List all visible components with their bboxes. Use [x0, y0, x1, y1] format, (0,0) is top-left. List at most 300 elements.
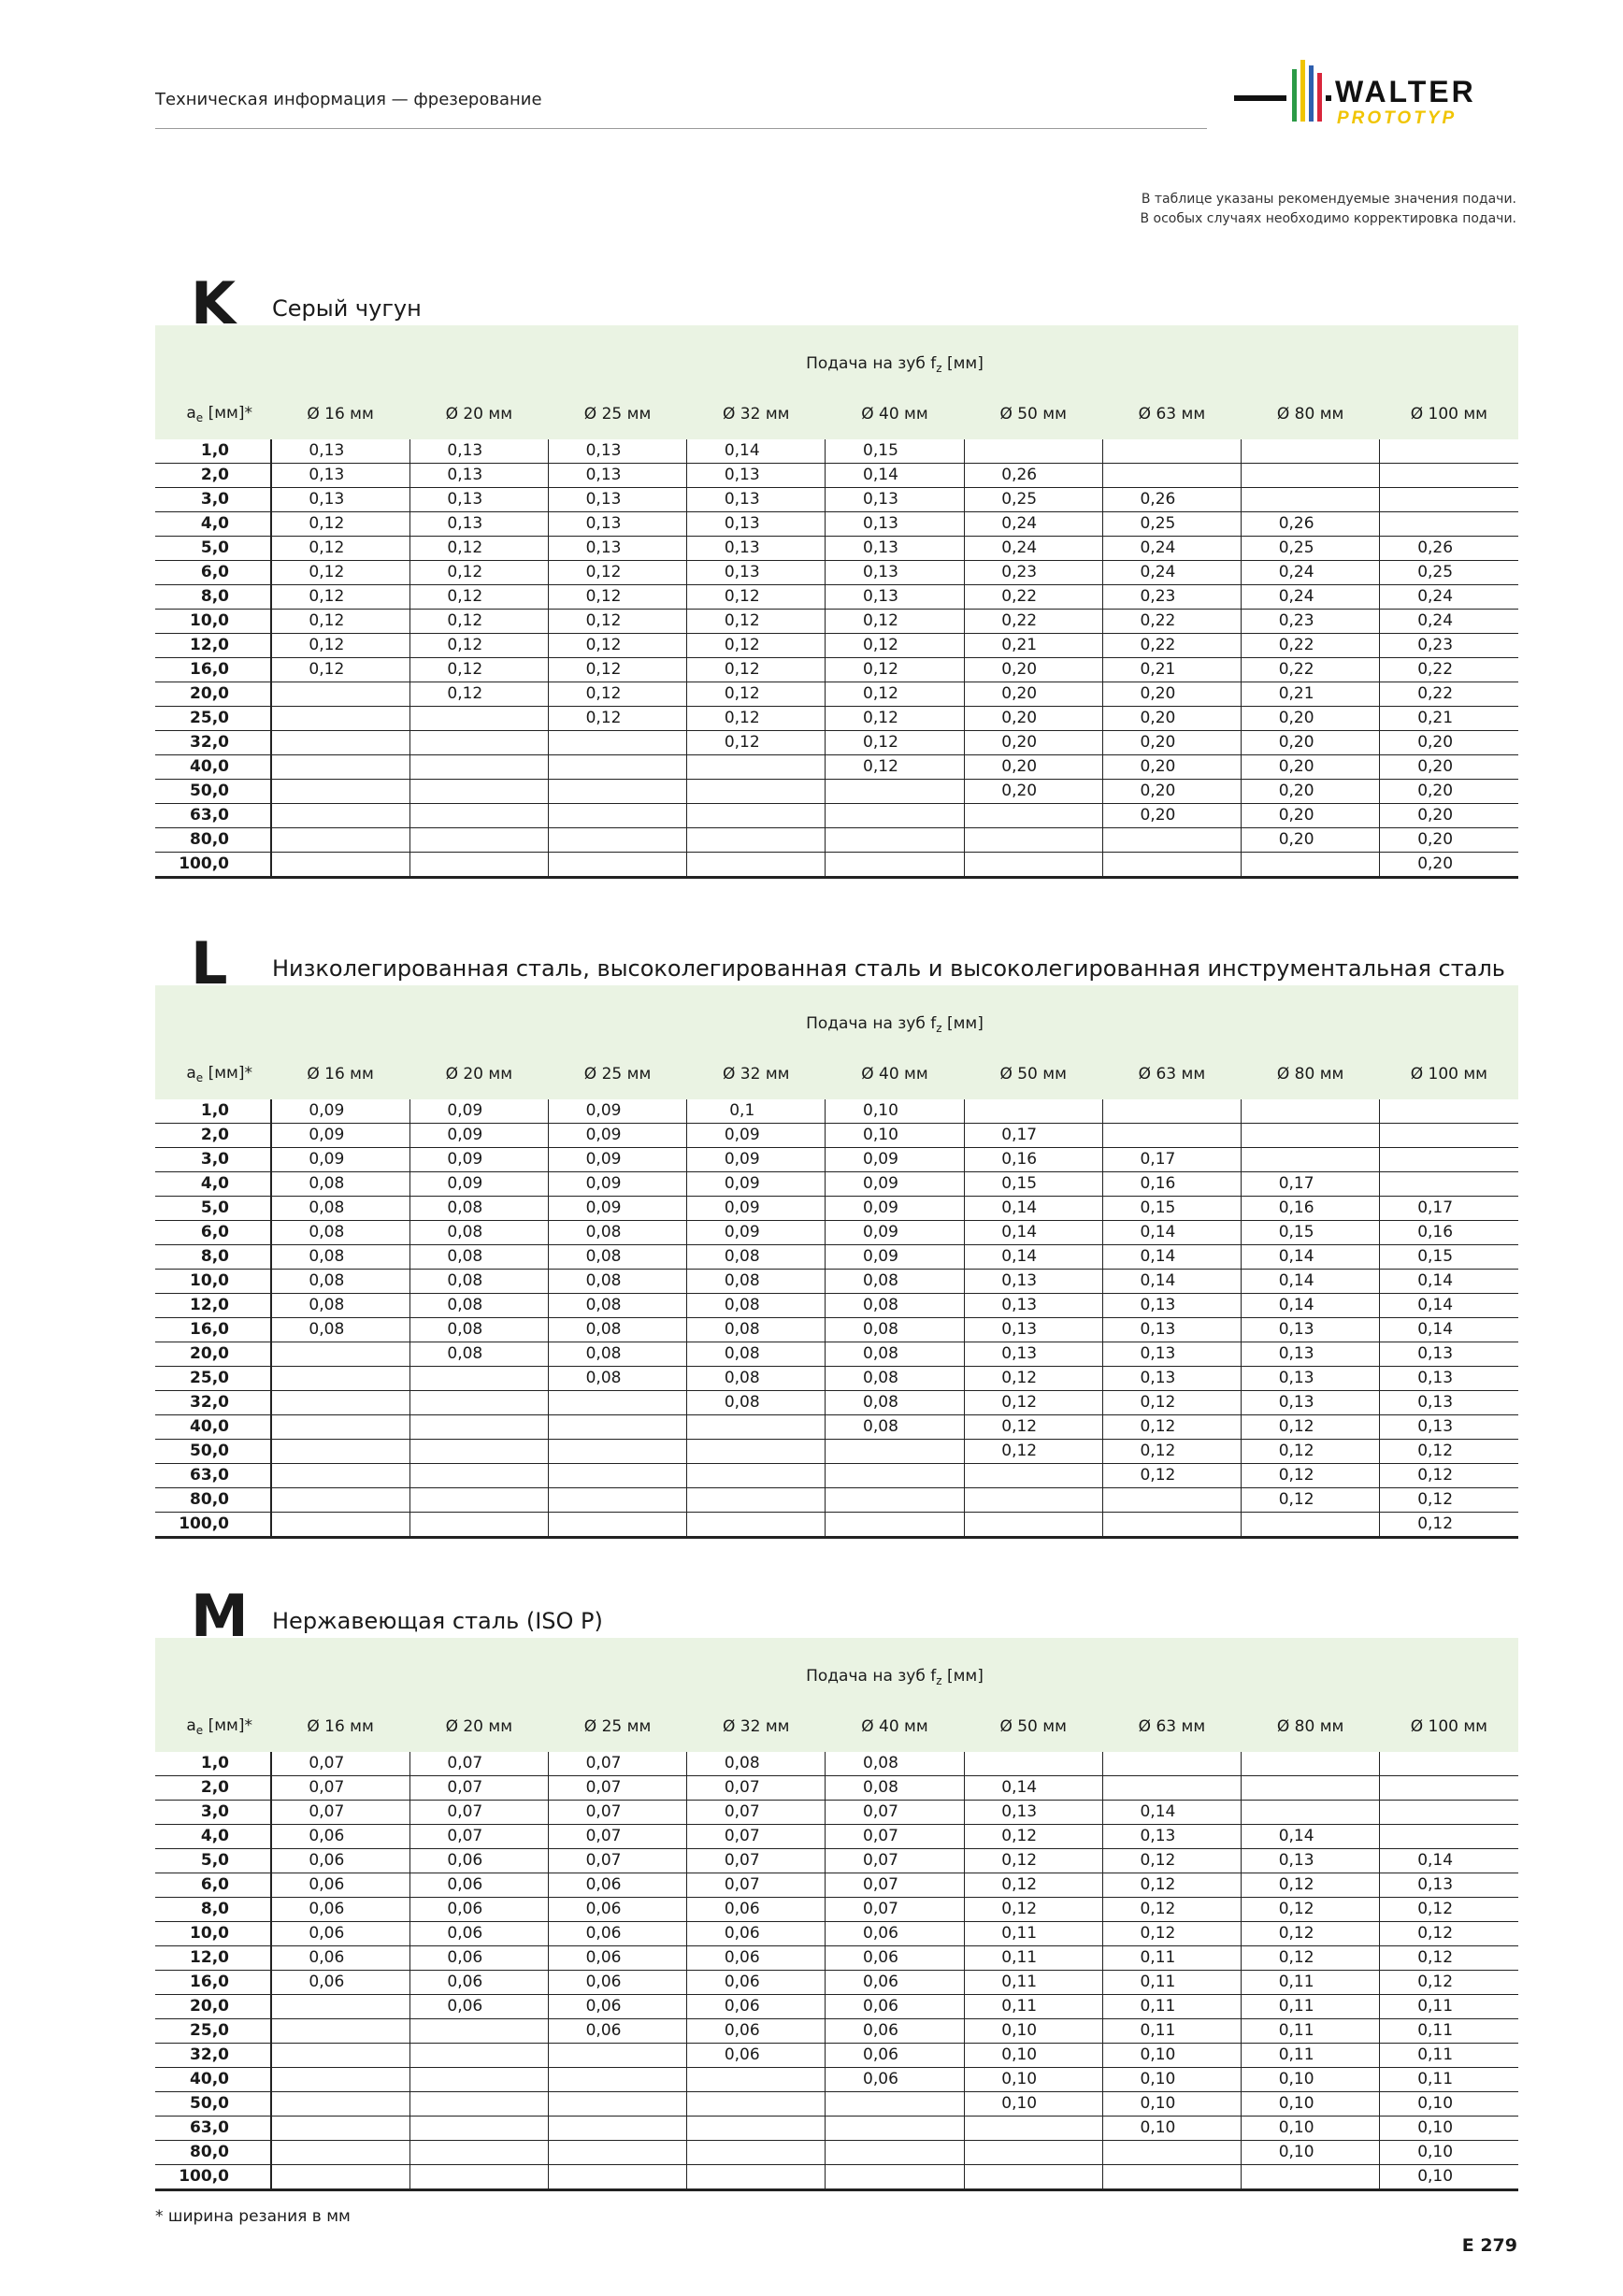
feed-value-cell: 0,10	[826, 1099, 964, 1124]
feed-value-cell: 0,20	[1102, 731, 1241, 755]
feed-value-cell: 0,22	[1102, 610, 1241, 634]
feed-value-cell: 0,12	[548, 610, 686, 634]
feed-value-cell: 0,20	[1242, 780, 1380, 804]
feed-value-cell: 0,13	[1102, 1825, 1241, 1849]
feed-value-cell: 0,13	[1242, 1342, 1380, 1367]
ae-unit: [мм]*	[203, 404, 252, 423]
feed-value-cell: 0,07	[271, 1801, 409, 1825]
feed-value-cell: 0,21	[1380, 707, 1518, 731]
diameter-header: Ø 32 мм	[687, 1049, 826, 1099]
feed-value-cell: 0,07	[548, 1825, 686, 1849]
table-row	[155, 1776, 1518, 1801]
feed-value-cell: 0,08	[826, 1415, 964, 1440]
feed-value-cell	[826, 853, 964, 878]
feed-value-cell: 0,08	[826, 1391, 964, 1415]
ae-label-subscript: e	[195, 411, 204, 424]
feed-value-cell: 0,22	[1380, 658, 1518, 682]
table-row	[155, 537, 1518, 561]
feed-value-cell: 0,17	[1102, 1148, 1241, 1172]
feed-value-cell: 0,13	[826, 488, 964, 512]
feed-value-cell	[271, 755, 409, 780]
feed-value-cell: 0,09	[826, 1197, 964, 1221]
feed-value-cell: 0,13	[964, 1801, 1102, 1825]
feed-value-cell: 0,15	[1102, 1197, 1241, 1221]
feed-value-cell: 0,13	[826, 512, 964, 537]
diameter-header: Ø 100 мм	[1380, 389, 1518, 439]
feed-value-cell: 0,13	[409, 512, 548, 537]
feed-value-cell: 0,09	[409, 1172, 548, 1197]
feed-value-cell: 0,12	[271, 610, 409, 634]
feed-value-cell: 0,13	[409, 464, 548, 488]
diameter-header: Ø 25 мм	[548, 1701, 686, 1752]
feed-value-cell: 0,12	[826, 658, 964, 682]
diameter-header: Ø 80 мм	[1242, 1701, 1380, 1752]
feed-value-cell	[271, 853, 409, 878]
feed-value-cell: 0,14	[1380, 1318, 1518, 1342]
ae-value: 100,0	[155, 2165, 271, 2190]
feed-value-cell	[409, 1464, 548, 1488]
feed-value-cell: 0,13	[409, 439, 548, 464]
feed-value-cell	[409, 755, 548, 780]
feed-value-cell: 0,08	[687, 1270, 826, 1294]
diameter-header: Ø 16 мм	[271, 1701, 409, 1752]
feed-value-cell: 0,12	[826, 731, 964, 755]
table-row	[155, 1464, 1518, 1488]
feed-value-cell: 0,20	[1380, 804, 1518, 828]
feed-label-subscript: z	[936, 362, 942, 375]
feed-value-cell: 0,12	[1242, 1415, 1380, 1440]
feed-value-cell: 0,07	[687, 1849, 826, 1873]
feed-value-cell: 0,07	[826, 1801, 964, 1825]
table-row	[155, 658, 1518, 682]
feed-value-cell: 0,10	[1102, 2092, 1241, 2117]
section-heading	[155, 267, 1518, 337]
feed-value-cell	[271, 2092, 409, 2117]
logo-bar-yellow	[1300, 60, 1305, 122]
feed-value-cell: 0,20	[964, 755, 1102, 780]
feed-value-cell: 0,23	[1102, 585, 1241, 610]
feed-value-cell: 0,22	[1242, 634, 1380, 658]
feed-value-cell: 0,11	[1242, 1995, 1380, 2019]
feed-value-cell	[1102, 1752, 1241, 1776]
feed-value-cell: 0,10	[1102, 2117, 1241, 2141]
feed-value-cell: 0,10	[1102, 2068, 1241, 2092]
ae-value: 32,0	[155, 1391, 271, 1415]
feed-value-cell	[271, 780, 409, 804]
feed-value-cell	[409, 1440, 548, 1464]
feed-value-cell: 0,06	[409, 1849, 548, 1873]
feed-value-cell: 0,12	[687, 658, 826, 682]
feed-value-cell: 0,13	[1102, 1342, 1241, 1367]
feed-value-cell: 0,12	[1242, 1440, 1380, 1464]
feed-value-cell: 0,12	[271, 537, 409, 561]
table-row	[155, 585, 1518, 610]
ae-value: 2,0	[155, 464, 271, 488]
feed-value-cell: 0,16	[1102, 1172, 1241, 1197]
table-row	[155, 1801, 1518, 1825]
feed-value-cell	[409, 853, 548, 878]
material-group-letter: L	[191, 929, 228, 997]
feed-value-cell: 0,24	[1380, 585, 1518, 610]
feed-value-cell	[1380, 488, 1518, 512]
feed-value-cell	[1102, 439, 1241, 464]
feed-value-cell: 0,07	[548, 1776, 686, 1801]
feed-value-cell	[548, 804, 686, 828]
feed-value-cell: 0,06	[271, 1825, 409, 1849]
feed-value-cell: 0,10	[964, 2068, 1102, 2092]
feed-label: Подача на зуб f	[806, 1014, 937, 1033]
feed-value-cell	[687, 1513, 826, 1538]
table-row	[155, 731, 1518, 755]
feed-table	[155, 985, 1518, 1539]
feed-value-cell: 0,07	[826, 1849, 964, 1873]
ae-value: 4,0	[155, 1172, 271, 1197]
feed-value-cell: 0,26	[964, 464, 1102, 488]
feed-value-cell	[409, 1415, 548, 1440]
feed-value-cell	[409, 780, 548, 804]
table-row	[155, 1221, 1518, 1245]
feed-value-cell: 0,20	[1242, 755, 1380, 780]
feed-value-cell: 0,06	[409, 1946, 548, 1971]
ae-value: 10,0	[155, 1922, 271, 1946]
section-k	[155, 267, 1518, 879]
feed-value-cell: 0,23	[1242, 610, 1380, 634]
feed-label-subscript: z	[936, 1022, 942, 1035]
feed-value-cell: 0,13	[1380, 1342, 1518, 1367]
feed-value-cell	[409, 1367, 548, 1391]
feed-value-cell: 0,26	[1102, 488, 1241, 512]
feed-value-cell: 0,14	[964, 1245, 1102, 1270]
table-row	[155, 1318, 1518, 1342]
feed-value-cell	[1102, 1124, 1241, 1148]
feed-value-cell: 0,09	[271, 1124, 409, 1148]
feed-value-cell	[964, 1464, 1102, 1488]
ae-value: 20,0	[155, 1995, 271, 2019]
feed-per-tooth-header	[271, 1638, 1518, 1701]
feed-table	[155, 325, 1518, 879]
feed-value-cell: 0,14	[687, 439, 826, 464]
feed-value-cell	[271, 1415, 409, 1440]
feed-value-cell	[548, 2092, 686, 2117]
feed-value-cell: 0,24	[1242, 585, 1380, 610]
feed-value-cell: 0,17	[1242, 1172, 1380, 1197]
feed-value-cell: 0,06	[687, 1971, 826, 1995]
feed-value-cell: 0,12	[271, 512, 409, 537]
feed-value-cell: 0,12	[826, 707, 964, 731]
feed-label: Подача на зуб f	[806, 1667, 937, 1686]
feed-value-cell: 0,24	[964, 537, 1102, 561]
feed-value-cell	[1242, 1099, 1380, 1124]
ae-label-subscript: e	[195, 1724, 204, 1737]
feed-unit: [мм]	[941, 1667, 984, 1686]
feed-value-cell: 0,15	[964, 1172, 1102, 1197]
feed-value-cell	[964, 1513, 1102, 1538]
feed-value-cell: 0,26	[1242, 512, 1380, 537]
feed-value-cell: 0,07	[548, 1801, 686, 1825]
feed-unit: [мм]	[941, 1014, 984, 1033]
feed-value-cell: 0,14	[1102, 1245, 1241, 1270]
feed-value-cell: 0,13	[1242, 1318, 1380, 1342]
feed-value-cell: 0,22	[1380, 682, 1518, 707]
feed-value-cell: 0,08	[271, 1245, 409, 1270]
feed-value-cell: 0,08	[687, 1391, 826, 1415]
feed-value-cell: 0,12	[409, 658, 548, 682]
feed-value-cell: 0,08	[826, 1294, 964, 1318]
feed-value-cell	[1242, 464, 1380, 488]
feed-value-cell	[271, 2165, 409, 2190]
feed-value-cell: 0,12	[1380, 1513, 1518, 1538]
feed-value-cell	[409, 828, 548, 853]
diameter-header: Ø 80 мм	[1242, 1049, 1380, 1099]
feed-value-cell: 0,13	[409, 488, 548, 512]
logo-submark: PROTOTYP	[1337, 108, 1458, 128]
feed-value-cell: 0,25	[1380, 561, 1518, 585]
feed-value-cell: 0,12	[548, 585, 686, 610]
feed-value-cell: 0,12	[964, 1849, 1102, 1873]
ae-value: 25,0	[155, 707, 271, 731]
feed-value-cell: 0,09	[687, 1221, 826, 1245]
feed-value-cell: 0,13	[687, 537, 826, 561]
ae-value: 25,0	[155, 1367, 271, 1391]
feed-value-cell	[409, 707, 548, 731]
ae-column-header	[155, 389, 271, 439]
feed-value-cell	[687, 1440, 826, 1464]
feed-value-cell: 0,15	[1380, 1245, 1518, 1270]
ae-value: 40,0	[155, 1415, 271, 1440]
feed-value-cell: 0,12	[1102, 1464, 1241, 1488]
feed-value-cell: 0,13	[826, 561, 964, 585]
feed-value-cell: 0,09	[826, 1221, 964, 1245]
feed-value-cell: 0,06	[687, 1946, 826, 1971]
feed-value-cell: 0,09	[409, 1099, 548, 1124]
diameter-header: Ø 25 мм	[548, 1049, 686, 1099]
table-row	[155, 1825, 1518, 1849]
table-row	[155, 561, 1518, 585]
feed-value-cell: 0,13	[1380, 1391, 1518, 1415]
feed-value-cell: 0,12	[964, 1898, 1102, 1922]
diameter-header: Ø 32 мм	[687, 1701, 826, 1752]
feed-value-cell	[409, 804, 548, 828]
feed-value-cell: 0,13	[826, 537, 964, 561]
feed-value-cell: 0,07	[826, 1873, 964, 1898]
feed-value-cell: 0,12	[409, 610, 548, 634]
feed-value-cell: 0,12	[1380, 1922, 1518, 1946]
feed-value-cell: 0,13	[1380, 1415, 1518, 1440]
feed-value-cell: 0,12	[1102, 1873, 1241, 1898]
feed-value-cell: 0,13	[964, 1342, 1102, 1367]
feed-value-cell: 0,14	[1102, 1270, 1241, 1294]
feed-value-cell: 0,08	[548, 1245, 686, 1270]
material-group-title: Нержавеющая сталь (ISO P)	[272, 1608, 603, 1634]
feed-value-cell: 0,06	[409, 1873, 548, 1898]
table-row	[155, 1873, 1518, 1898]
feed-value-cell: 0,12	[1380, 1464, 1518, 1488]
table-row	[155, 610, 1518, 634]
feed-value-cell: 0,12	[826, 755, 964, 780]
ae-value: 1,0	[155, 1099, 271, 1124]
feed-value-cell: 0,11	[1102, 2019, 1241, 2044]
feed-value-cell	[826, 2141, 964, 2165]
feed-value-cell	[548, 755, 686, 780]
ae-value: 10,0	[155, 610, 271, 634]
feed-value-cell: 0,06	[271, 1922, 409, 1946]
feed-value-cell: 0,14	[1242, 1294, 1380, 1318]
feed-value-cell: 0,11	[1380, 2044, 1518, 2068]
feed-value-cell	[1380, 1752, 1518, 1776]
feed-value-cell: 0,13	[1102, 1318, 1241, 1342]
ae-value: 12,0	[155, 1294, 271, 1318]
table-row	[155, 1946, 1518, 1971]
feed-value-cell: 0,08	[409, 1245, 548, 1270]
feed-value-cell	[826, 2117, 964, 2141]
feed-value-cell: 0,06	[548, 1946, 686, 1971]
feed-value-cell	[964, 828, 1102, 853]
table-row	[155, 682, 1518, 707]
feed-value-cell: 0,12	[1242, 1873, 1380, 1898]
feed-value-cell	[271, 682, 409, 707]
feed-value-cell: 0,13	[1102, 1367, 1241, 1391]
feed-value-cell: 0,13	[1380, 1367, 1518, 1391]
feed-value-cell: 0,20	[1380, 828, 1518, 853]
feed-value-cell	[1380, 512, 1518, 537]
section-heading	[155, 1580, 1518, 1650]
ae-value: 10,0	[155, 1270, 271, 1294]
feed-value-cell	[964, 439, 1102, 464]
feed-value-cell: 0,13	[548, 488, 686, 512]
feed-value-cell: 0,11	[1380, 2019, 1518, 2044]
feed-value-cell: 0,24	[964, 512, 1102, 537]
feed-value-cell: 0,20	[1102, 780, 1241, 804]
feed-value-cell: 0,07	[271, 1776, 409, 1801]
feed-value-cell: 0,14	[1102, 1801, 1241, 1825]
table-row	[155, 1971, 1518, 1995]
feed-value-cell	[687, 1488, 826, 1513]
feed-value-cell: 0,12	[1242, 1898, 1380, 1922]
feed-value-cell: 0,13	[1102, 1294, 1241, 1318]
feed-value-cell	[1102, 464, 1241, 488]
ae-value: 2,0	[155, 1124, 271, 1148]
feed-value-cell: 0,09	[271, 1148, 409, 1172]
feed-value-cell	[409, 2044, 548, 2068]
feed-note	[1140, 190, 1516, 229]
feed-value-cell: 0,06	[687, 1898, 826, 1922]
feed-value-cell: 0,08	[271, 1221, 409, 1245]
feed-value-cell: 0,08	[271, 1172, 409, 1197]
feed-value-cell: 0,20	[1380, 780, 1518, 804]
header-divider	[155, 128, 1207, 129]
feed-value-cell: 0,14	[964, 1776, 1102, 1801]
feed-value-cell: 0,10	[1102, 2044, 1241, 2068]
feed-value-cell: 0,12	[1102, 1849, 1241, 1873]
table-row	[155, 1898, 1518, 1922]
feed-value-cell: 0,11	[1242, 2044, 1380, 2068]
feed-value-cell: 0,11	[964, 1971, 1102, 1995]
section-l	[155, 927, 1518, 1539]
feed-value-cell	[548, 828, 686, 853]
feed-value-cell	[826, 1464, 964, 1488]
ae-value: 80,0	[155, 1488, 271, 1513]
feed-value-cell: 0,06	[687, 2044, 826, 2068]
feed-value-cell: 0,09	[548, 1197, 686, 1221]
feed-value-cell	[1102, 1099, 1241, 1124]
feed-value-cell: 0,06	[548, 1922, 686, 1946]
feed-value-cell: 0,21	[964, 634, 1102, 658]
feed-value-cell: 0,13	[548, 537, 686, 561]
table-row	[155, 634, 1518, 658]
feed-value-cell: 0,22	[964, 585, 1102, 610]
feed-value-cell: 0,20	[964, 780, 1102, 804]
feed-value-cell: 0,24	[1102, 561, 1241, 585]
ae-label: a	[186, 404, 196, 423]
ae-value: 50,0	[155, 2092, 271, 2117]
feed-value-cell	[687, 2068, 826, 2092]
feed-value-cell: 0,10	[964, 2044, 1102, 2068]
ae-label-subscript: e	[195, 1071, 204, 1084]
table-row	[155, 2019, 1518, 2044]
feed-value-cell	[964, 2165, 1102, 2190]
feed-value-cell: 0,09	[548, 1124, 686, 1148]
feed-value-cell: 0,07	[409, 1776, 548, 1801]
ae-unit: [мм]*	[203, 1716, 252, 1735]
feed-value-cell	[271, 828, 409, 853]
feed-value-cell	[271, 1342, 409, 1367]
table-row	[155, 2141, 1518, 2165]
ae-value: 3,0	[155, 1148, 271, 1172]
feed-value-cell	[687, 2117, 826, 2141]
ae-value: 25,0	[155, 2019, 271, 2044]
feed-value-cell: 0,12	[964, 1415, 1102, 1440]
feed-value-cell: 0,06	[271, 1873, 409, 1898]
feed-value-cell: 0,07	[548, 1849, 686, 1873]
feed-value-cell: 0,12	[409, 561, 548, 585]
feed-value-cell: 0,09	[409, 1148, 548, 1172]
diameter-header: Ø 50 мм	[964, 1049, 1102, 1099]
material-group-title: Серый чугун	[272, 295, 422, 322]
logo-bar-blue	[1309, 65, 1314, 122]
ae-value: 12,0	[155, 634, 271, 658]
feed-value-cell: 0,09	[826, 1148, 964, 1172]
ae-value: 8,0	[155, 1245, 271, 1270]
feed-value-cell: 0,09	[687, 1148, 826, 1172]
feed-value-cell: 0,11	[964, 1995, 1102, 2019]
table-row	[155, 2092, 1518, 2117]
feed-value-cell: 0,12	[1102, 1415, 1241, 1440]
diameter-header: Ø 16 мм	[271, 389, 409, 439]
feed-value-cell	[548, 853, 686, 878]
feed-value-cell: 0,09	[548, 1172, 686, 1197]
feed-value-cell: 0,06	[826, 1946, 964, 1971]
feed-value-cell: 0,08	[687, 1752, 826, 1776]
feed-value-cell: 0,08	[271, 1318, 409, 1342]
feed-value-cell	[409, 2117, 548, 2141]
table-row	[155, 1391, 1518, 1415]
feed-value-cell	[271, 804, 409, 828]
ae-value: 40,0	[155, 2068, 271, 2092]
feed-value-cell	[409, 731, 548, 755]
material-group-letter: M	[191, 1582, 249, 1650]
diameter-header: Ø 25 мм	[548, 389, 686, 439]
ae-value: 63,0	[155, 2117, 271, 2141]
table-row	[155, 828, 1518, 853]
feed-value-cell	[964, 1752, 1102, 1776]
feed-value-cell	[1242, 1124, 1380, 1148]
feed-value-cell: 0,07	[687, 1776, 826, 1801]
feed-value-cell: 0,12	[964, 1391, 1102, 1415]
feed-value-cell	[687, 780, 826, 804]
feed-value-cell	[271, 707, 409, 731]
section-m	[155, 1580, 1518, 2191]
logo-bar-green	[1292, 69, 1297, 122]
